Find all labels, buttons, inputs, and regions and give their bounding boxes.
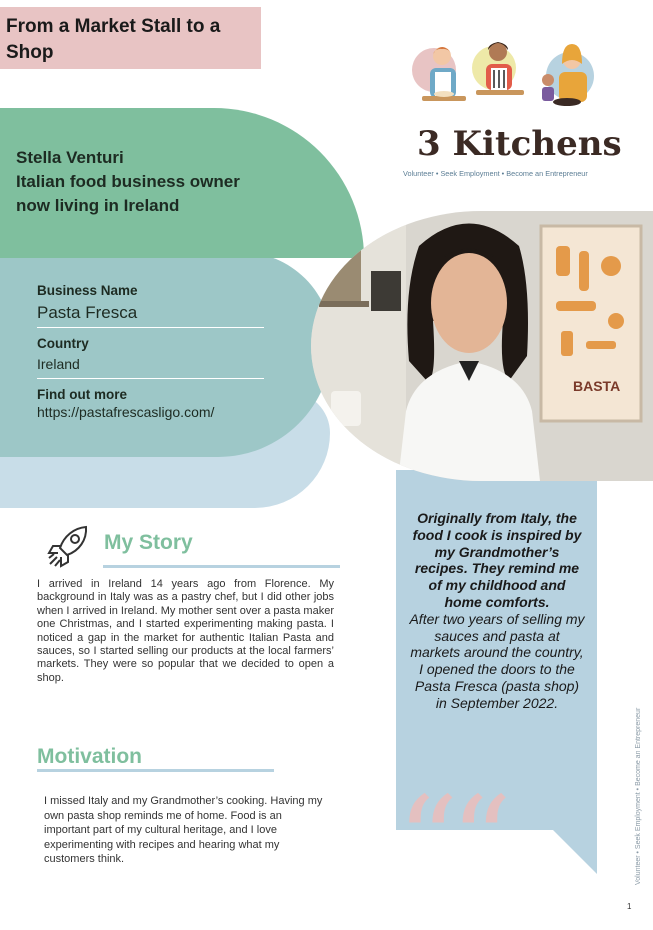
quote-panel-tail (553, 830, 597, 874)
page-number: 1 (627, 902, 632, 911)
chef-portrait-image (311, 211, 653, 481)
business-name-label: Business Name (37, 283, 138, 298)
person-name: Stella Venturi (16, 148, 124, 167)
poster-text: BASTA (573, 378, 621, 394)
find-out-more-label: Find out more (37, 387, 127, 402)
motivation-text: I missed Italy and my Grandmother’s cooking. Having my own pasta shop reminds me of home. Food is an important part of my cultural heritage, and I love experimenting with recipes and hearing what my customers think. (44, 795, 323, 865)
divider (37, 378, 264, 379)
quote-marks-icon: ““ (397, 772, 504, 911)
my-story-heading: My Story (104, 531, 193, 554)
heading-rule (103, 565, 340, 568)
title-banner (0, 7, 261, 69)
quote-part-2: in September 2022. (435, 694, 559, 711)
heading-rule (37, 769, 274, 772)
logo-tagline: Volunteer • Seek Employment • Become an Entrepreneur (403, 169, 588, 178)
quote-part-1: After two years of selling my sauces and pasta at markets around the country, I opened the doors to the (409, 610, 585, 678)
divider (37, 327, 264, 328)
intro-line-2: Italian food business owner (16, 172, 240, 191)
side-tagline: Volunteer • Seek Employment • Become an Entrepreneur (635, 707, 642, 885)
kitchens-cooks-icon (412, 40, 597, 125)
intro-block (16, 146, 316, 218)
intro-line-3: now living in Ireland (16, 196, 180, 215)
story-text: I arrived in Ireland 14 years ago from Florence. My background in Italy was as a pastry chef, but I did other jobs when I arrived in Ireland. My mother sent over a pasta maker one Christmas, and I started experimenting making pasta. I noticed a gap in the market for authentic Italian Pasta and sauces, so I started selling our products at the local farmers’ markets. They were so popular that we decided to open a shop. (37, 578, 334, 684)
country-value: Ireland (37, 356, 80, 372)
logo-wordmark: 3 Kitchens (417, 124, 622, 164)
pull-quote (409, 510, 585, 712)
website-link[interactable]: https://pastafrescasligo.com/ (37, 404, 215, 420)
logo-illustration (412, 40, 597, 125)
country-label: Country (37, 336, 89, 351)
portrait-photo (311, 211, 653, 481)
page-title: From a Market Stall to a Shop (6, 16, 221, 63)
shop-name-emphasis: Pasta Fresca (pasta shop) (414, 677, 580, 694)
business-name-value: Pasta Fresca (37, 303, 138, 322)
quote-bold: Originally from Italy, the food I cook is inspired by my Grandmother’s recipes. They remind me of my childhood and home comforts. (412, 510, 582, 610)
rocket-icon (46, 524, 90, 570)
motivation-heading: Motivation (37, 745, 142, 768)
